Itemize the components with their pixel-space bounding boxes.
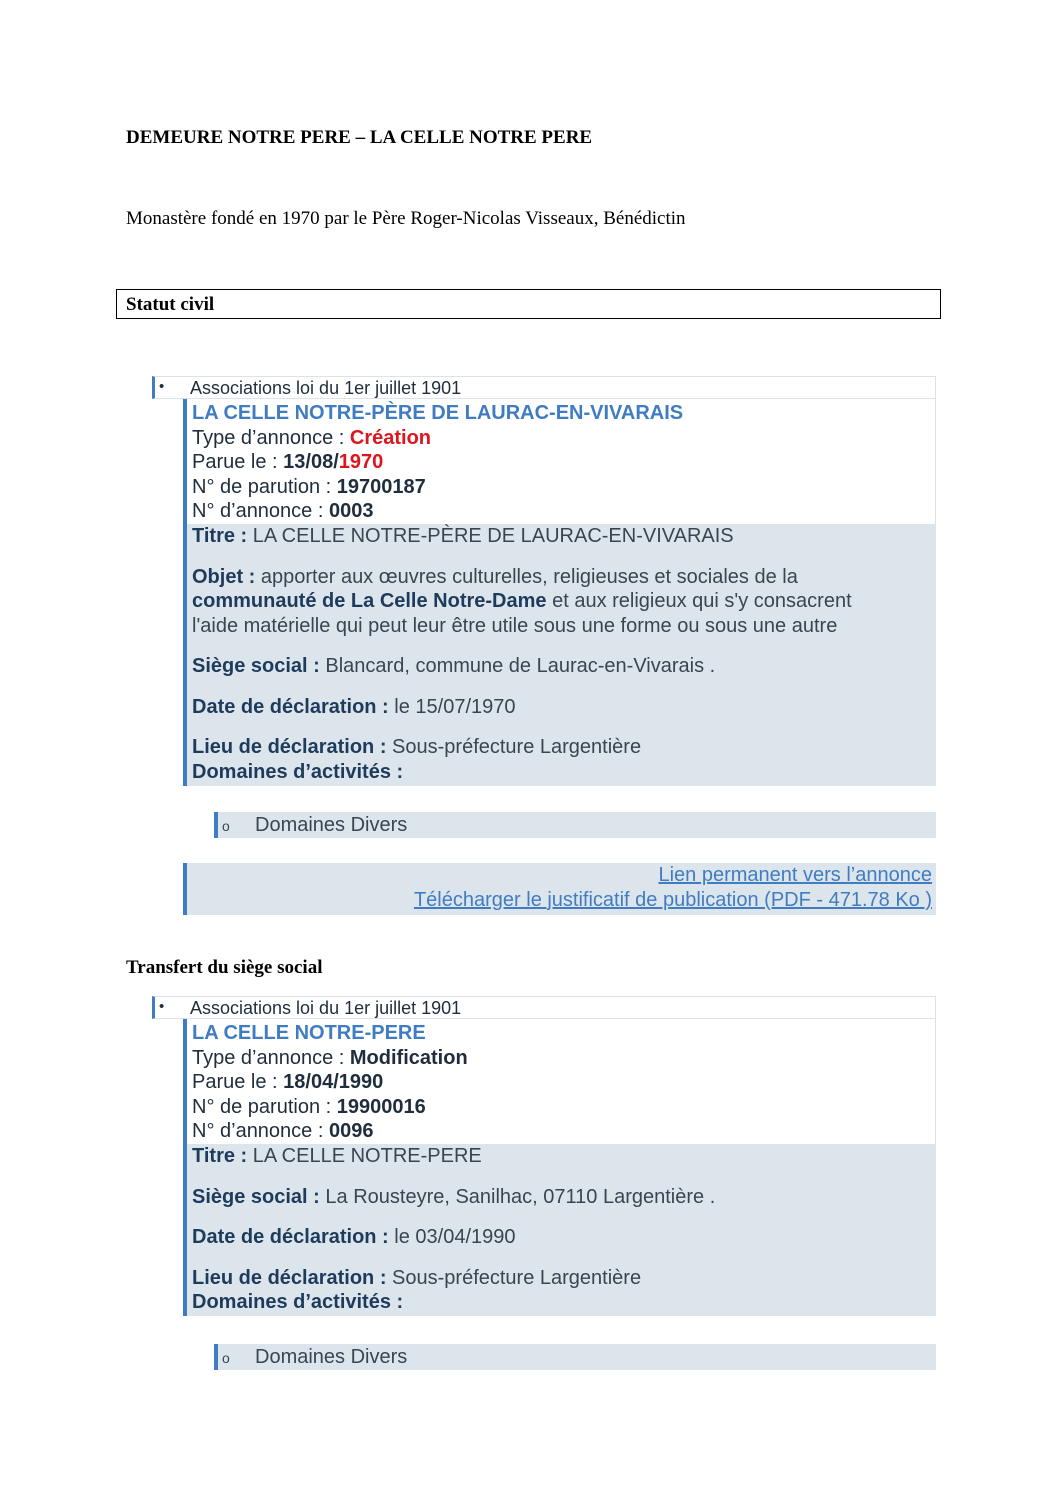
- category-row: [152, 376, 936, 399]
- siege-field: Siège social : La Rousteyre, Sanilhac, 07110 Largentière .: [192, 1185, 716, 1208]
- parution-date: Parue le : 13/08/1970: [192, 451, 384, 473]
- titre-field: Titre : LA CELLE NOTRE-PERE: [192, 1145, 482, 1167]
- date-field: Date de déclaration : le 03/04/1990: [192, 1226, 516, 1248]
- annonce-body: [183, 1019, 936, 1316]
- section-heading: Statut civil: [126, 294, 215, 315]
- page-subtitle: Monastère fondé en 1970 par le Père Roger-Nicolas Visseaux, Bénédictin: [126, 208, 686, 229]
- annonce-header: [187, 1019, 936, 1144]
- category-label: Associations loi du 1er juillet 1901: [190, 998, 462, 1018]
- domaine-item: o Domaines Divers: [214, 812, 936, 838]
- annonce-type: Type d’annonce : Création: [192, 426, 432, 449]
- section-heading-transfert: Transfert du siège social: [126, 957, 323, 978]
- section-statut-civil: [116, 289, 941, 319]
- bullet-icon: •: [159, 378, 165, 395]
- annonce-details: [187, 524, 936, 786]
- association-name: LA CELLE NOTRE-PÈRE DE LAURAC-EN-VIVARAIS: [192, 402, 684, 424]
- lieu-field: Lieu de déclaration : Sous-préfecture Largentière: [192, 736, 642, 758]
- date-field: Date de déclaration : le 15/07/1970: [192, 695, 516, 718]
- siege-field: Siège social : Blancard, commune de Laurac-en-Vivarais .: [192, 655, 716, 677]
- bullet-icon: •: [159, 998, 165, 1015]
- titre-field: Titre : LA CELLE NOTRE-PÈRE DE LAURAC-EN-VIVARAIS: [192, 525, 734, 547]
- objet-field: Objet : apporter aux œuvres culturelles, religieuses et sociales de la communauté de La Celle Notre-Dame et aux religieux qui s'y consacrent l'aide matérielle qui peut leur être utile sous une forme ou sous une autre: [192, 565, 852, 637]
- annonce-type: Type d’annonce : Modification: [192, 1046, 468, 1069]
- annonce-links: [183, 863, 936, 915]
- parution-number: N° de parution : 19700187: [192, 475, 426, 498]
- page-title: DEMEURE NOTRE PERE – LA CELLE NOTRE PERE: [126, 127, 593, 148]
- annonce-number: N° d’annonce : 0003: [192, 500, 374, 522]
- annonce-body: [183, 399, 936, 786]
- domaine-item: o Domaines Divers: [214, 1344, 936, 1370]
- circle-bullet-icon: o: [222, 1350, 230, 1366]
- annonce-details: [187, 1144, 936, 1316]
- category-label: Associations loi du 1er juillet 1901: [190, 378, 462, 398]
- lieu-field: Lieu de déclaration : Sous-préfecture Largentière: [192, 1266, 642, 1289]
- permalink-link[interactable]: Lien permanent vers l’annonce: [658, 864, 932, 886]
- domaines-field: Domaines d’activités :: [192, 760, 404, 783]
- annonce-header: [187, 399, 936, 524]
- domaines-field: Domaines d’activités :: [192, 1291, 404, 1313]
- category-row: [152, 996, 936, 1019]
- parution-date: Parue le : 18/04/1990: [192, 1071, 384, 1093]
- annonce-card: [152, 996, 936, 1316]
- circle-bullet-icon: o: [222, 818, 230, 834]
- download-pdf-link[interactable]: Télécharger le justificatif de publication (PDF - 471.78 Ko ): [413, 889, 932, 911]
- annonce-card: [152, 376, 936, 786]
- parution-number: N° de parution : 19900016: [192, 1095, 426, 1118]
- annonce-number: N° d’annonce : 0096: [192, 1120, 374, 1142]
- association-name: LA CELLE NOTRE-PERE: [192, 1022, 426, 1044]
